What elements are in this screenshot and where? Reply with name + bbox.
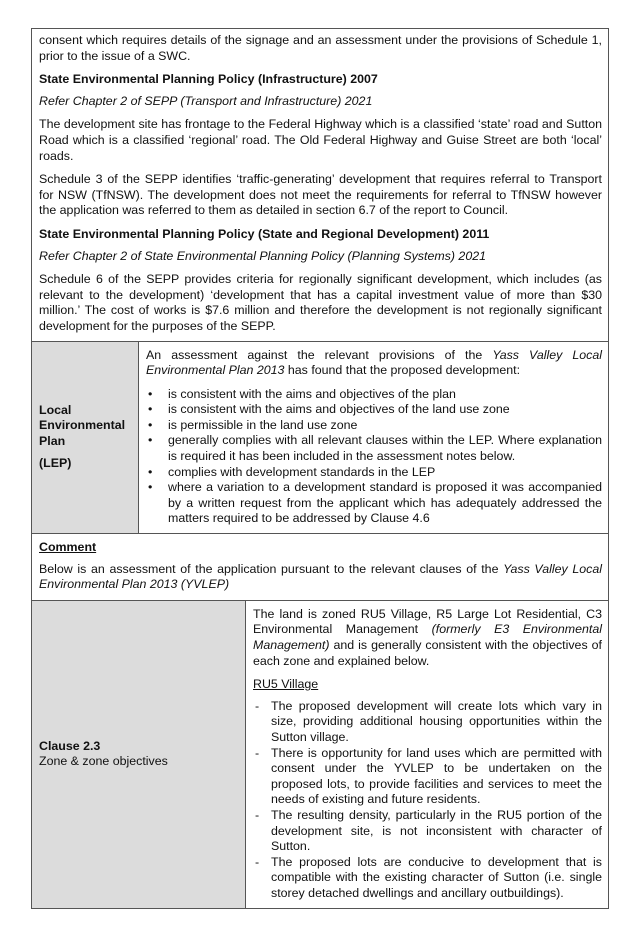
continuation-text: consent which requires details of the signage and an assessment under the provisions of Schedule 1, prior to the issue of a SWC. [39,33,602,63]
state-regional-heading: State Environmental Planning Policy (State and Regional Development) 2011 [39,226,490,241]
list-item: - The resulting density, particularly in the RU5 portion of the development site, is not inconsistent with character of Sutton. [253,808,602,855]
list-item: - There is opportunity for land uses which are permitted with consent under the YVLEP to be undertaken on the proposed lots, to provide facilities and services to meet the needs of existing and future residents. [253,746,602,808]
comment-text-body: Below is an assessment of the application pursuant to the relevant clauses of the [39,561,504,576]
list-item: - The proposed lots are conducive to development that is compatible with the existing character of Sutton (i.e. single storey detached dwellings and ancillary outbuildings). [253,855,602,902]
clause-intro-end: and is generally consistent with the objectives of each zone and explained below. [253,638,602,668]
clause-intro [253,607,602,669]
clause-intro-text: The land is zoned RU5 Village, R5 Large Lot Residential, C3 Environmental Management [253,606,602,637]
infrastructure-heading: State Environmental Planning Policy (Infrastructure) 2007 [39,72,378,87]
lep-content-cell [139,342,608,534]
lep-label-line1: Local [39,402,72,417]
lep-intro-text: An assessment against the relevant provisions of the [146,347,493,362]
comment-text [39,562,602,593]
sepp-section [32,29,608,341]
clause-label-cell [32,601,246,908]
lep-label-line3: Plan [39,433,66,448]
clause-row [32,600,608,908]
comment-plan-name: Yass Valley Local Environmental Plan 2013 (YVLEP) [39,561,603,592]
infrastructure-reference: Refer Chapter 2 of SEPP (Transport and Infrastructure) 2021 [39,93,373,108]
comment-heading: Comment [39,540,97,555]
infrastructure-paragraph-1: The development site has frontage to the Federal Highway which is a classified ‘state’ road and Sutton Road which is a classified ‘regional’ road. The Old Federal Highway and Guise Street are both ‘local’ roads. [39,117,602,163]
list-item: - The proposed development will create lots which vary in size, providing additional housing opportunities within the Sutton village. [253,699,602,746]
list-item: • is permissible in the land use zone [146,418,602,434]
list-item: • is consistent with the aims and objectives of the plan [146,387,602,403]
lep-label-cell [32,342,139,534]
clause-subheading: RU5 Village [253,677,319,692]
assessment-table [31,28,609,909]
lep-row [32,341,608,534]
state-regional-reference: Refer Chapter 2 of State Environmental Planning Policy (Planning Systems) 2021 [39,248,486,263]
clause-number: Clause 2.3 [39,738,101,753]
list-item: • is consistent with the aims and objectives of the land use zone [146,402,602,418]
list-item: • complies with development standards in the LEP [146,465,602,481]
list-item: • generally complies with all relevant clauses within the LEP. Where explanation is required it has been included in the assessment notes below. [146,433,602,464]
clause-title: Zone & zone objectives [39,754,168,769]
lep-intro [146,348,602,379]
lep-intro-end: has found that the proposed development: [284,363,521,378]
lep-bullet-list [146,387,602,527]
list-item: • where a variation to a development standard is proposed it was accompanied by a written request from the applicant which has adequately addressed the matters required to be addressed by Clause 4.6 [146,480,602,527]
lep-label-abbr: (LEP) [39,456,72,471]
infrastructure-paragraph-2: Schedule 3 of the SEPP identifies ‘traffic-generating’ development that requires referral to Transport for NSW (TfNSW). The development does not meet the requirements for referral to TfNSW however the application was referred to them as detailed in section 6.7 of the report to Council. [39,172,602,218]
state-regional-paragraph: Schedule 6 of the SEPP provides criteria for regionally significant development, which includes (as relevant to the development) ‘development that has a capital investment value of more than $30 million.’ The cost of works is $7.6 million and therefore the development is not regionally significant development for the purposes of the SEPP. [39,272,602,333]
lep-plan-name: Yass Valley Local Environmental Plan 2013 [146,347,602,378]
clause-point-list [253,699,602,902]
comment-section [32,533,608,600]
lep-label-line2: Environmental [39,418,126,433]
clause-former-zone: (formerly E3 Environmental Management) [253,622,602,652]
clause-content-cell [246,601,608,908]
